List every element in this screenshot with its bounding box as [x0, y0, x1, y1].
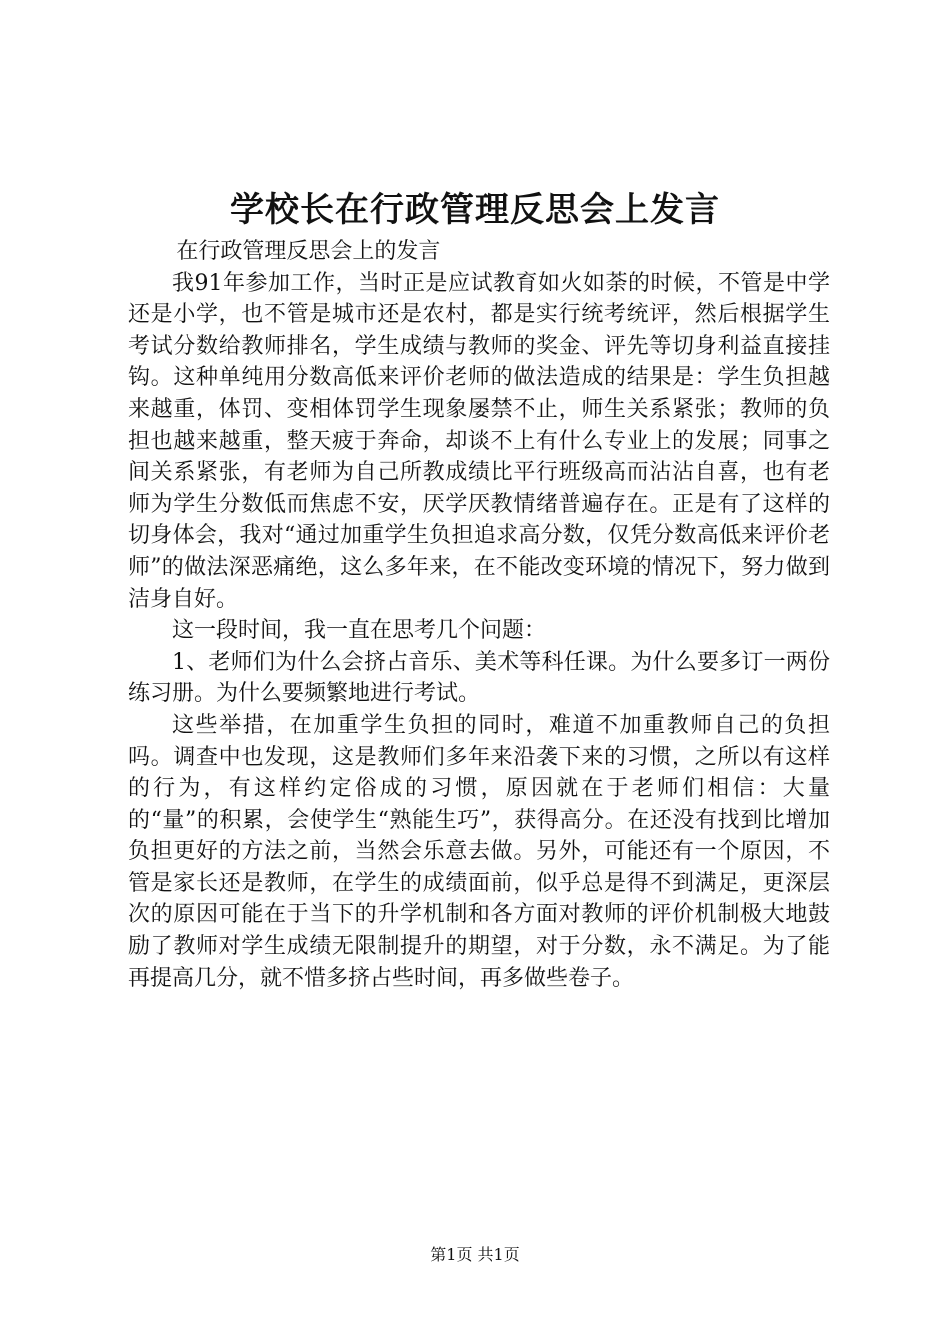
paragraph: 这一段时间，我一直在思考几个问题：: [172, 618, 547, 644]
paragraph: 1、老师们为什么会挤占音乐、美术等科任课。为什么要多订一两份练习册。为什么要频繁地进行考试。: [128, 649, 830, 707]
paragraph: 我91年参加工作，当时正是应试教育如火如荼的时候，不管是中学还是小学，也不管是城市还是农村，都是实行统考统评，然后根据学生考试分数给教师排名，学生成绩与教师的奖金、评先等切身利益直接挂钩。这种单纯用分数高低来评价老师的做法造成的结果是：学生负担越来越重，体罚、变相体罚学生现象屡禁不止，师生关系紧张；教师的负担也越来越重，整天疲于奔命，却谈不上有什么专业上的发展；同事之间关系紧张，有老师为自己所教成绩比平行班级高而沾沾自喜，也有老师为学生分数低而焦虑不安，厌学厌教情绪普遍存在。正是有了这样的切身体会，我对“通过加重学生负担追求高分数，仅凭分数高低来评价老师”的做法深恶痛绝，这么多年来，在不能改变环境的情况下，努力做到洁身自好。: [128, 270, 830, 612]
paragraph: 这些举措，在加重学生负担的同时，难道不加重教师自己的负担吗。调查中也发现，这是教师们多年来沿袭下来的习惯，之所以有这样的行为，有这样约定俗成的习惯，原因就在于老师们相信：大量的“量”的积累，会使学生“熟能生巧”，获得高分。在还没有找到比增加负担更好的方法之前，当然会乐意去做。另外，可能还有一个原因，不管是家长还是教师，在学生的成绩面前，似乎总是得不到满足，更深层次的原因可能在于当下的升学机制和各方面对教师的评价机制极大地鼓励了教师对学生成绩无限制提升的期望，对于分数，永不满足。为了能再提高几分，就不惜多挤占些时间，再多做些卷子。: [128, 712, 830, 991]
document-body: [128, 236, 830, 994]
page-footer: 第1页 共1页: [430, 1245, 520, 1264]
paragraph-subtitle: 在行政管理反思会上的发言: [176, 239, 441, 264]
document-title: 学校长在行政管理反思会上发言: [230, 190, 720, 230]
